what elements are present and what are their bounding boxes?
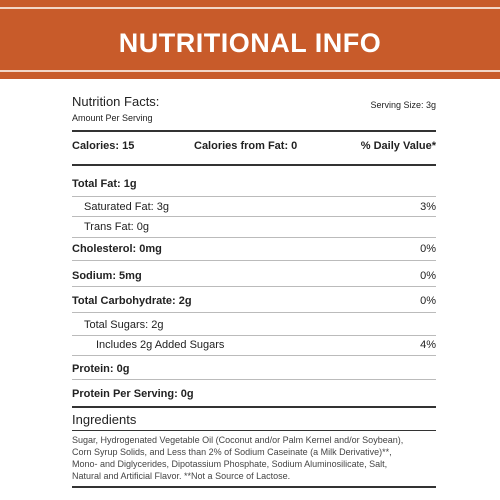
calories: Calories: 15 (72, 140, 135, 152)
divider (72, 237, 436, 238)
nutrient-value: 0% (420, 270, 436, 282)
ingredients-title: Ingredients (72, 412, 137, 427)
nutrient-value: 3% (420, 201, 436, 213)
divider (72, 130, 436, 132)
nutrient-value: 0% (420, 295, 436, 307)
nutrient-row (72, 388, 436, 401)
banner-bottom-stripe (0, 70, 500, 72)
nutrient-value: 0% (420, 243, 436, 255)
divider (72, 379, 436, 380)
nutrient-label: Saturated Fat: 3g (84, 201, 169, 213)
nutrient-label: Sodium: 5mg (72, 270, 142, 282)
nutrient-label: Total Sugars: 2g (84, 319, 164, 331)
ingredients-line: Corn Syrup Solids, and Less than 2% of Sodium Caseinate (a Milk Derivative)**, (72, 447, 392, 457)
serving-size: Serving Size: 3g (370, 100, 436, 110)
page-title: NUTRITIONAL INFO (118, 28, 382, 58)
nutrient-label: Includes 2g Added Sugars (96, 339, 225, 351)
divider (72, 406, 436, 408)
divider (72, 260, 436, 261)
banner-top-stripe (0, 7, 500, 9)
nutrient-label: Protein Per Serving: 0g (72, 388, 194, 400)
nutrient-row (72, 221, 436, 234)
divider (72, 486, 436, 488)
nutrient-row (72, 201, 436, 214)
nutrient-label: Protein: 0g (72, 363, 130, 375)
divider (72, 286, 436, 287)
nutrient-label: Total Fat: 1g (72, 178, 137, 190)
nutrient-label: Total Carbohydrate: 2g (72, 295, 192, 307)
nutrient-row (72, 178, 436, 191)
divider (72, 355, 436, 356)
nutrient-row (72, 270, 436, 283)
nutrient-label: Trans Fat: 0g (84, 221, 150, 233)
nutrient-row (72, 243, 436, 256)
calories-row (72, 140, 436, 153)
amount-per-serving: Amount Per Serving (72, 113, 153, 123)
divider (72, 335, 436, 336)
nutrient-row (72, 319, 436, 332)
nutrient-label: Cholesterol: 0mg (72, 243, 162, 255)
ingredients-line: Natural and Artificial Flavor. **Not a Source of Lactose. (72, 471, 291, 481)
header-banner (0, 0, 500, 79)
daily-value-header: % Daily Value* (360, 140, 436, 152)
divider (72, 430, 436, 431)
facts-heading-text: Nutrition Facts: (72, 94, 160, 109)
calories-from-fat: Calories from Fat: 0 (194, 140, 298, 152)
nutrient-row (72, 363, 436, 376)
divider (72, 312, 436, 313)
nutrient-value: 4% (420, 339, 436, 351)
nutrient-row (72, 339, 436, 352)
divider (72, 196, 436, 197)
ingredients-list (72, 434, 436, 482)
divider (72, 164, 436, 166)
ingredients-line: Mono- and Diglycerides, Dipotassium Phosphate, Sodium Aluminosilicate, Salt, (72, 459, 388, 469)
facts-heading (72, 94, 436, 109)
nutrient-row (72, 295, 436, 308)
divider (72, 216, 436, 217)
ingredients-line: Sugar, Hydrogenated Vegetable Oil (Coconut and/or Palm Kernel and/or Soybean), (72, 435, 404, 445)
